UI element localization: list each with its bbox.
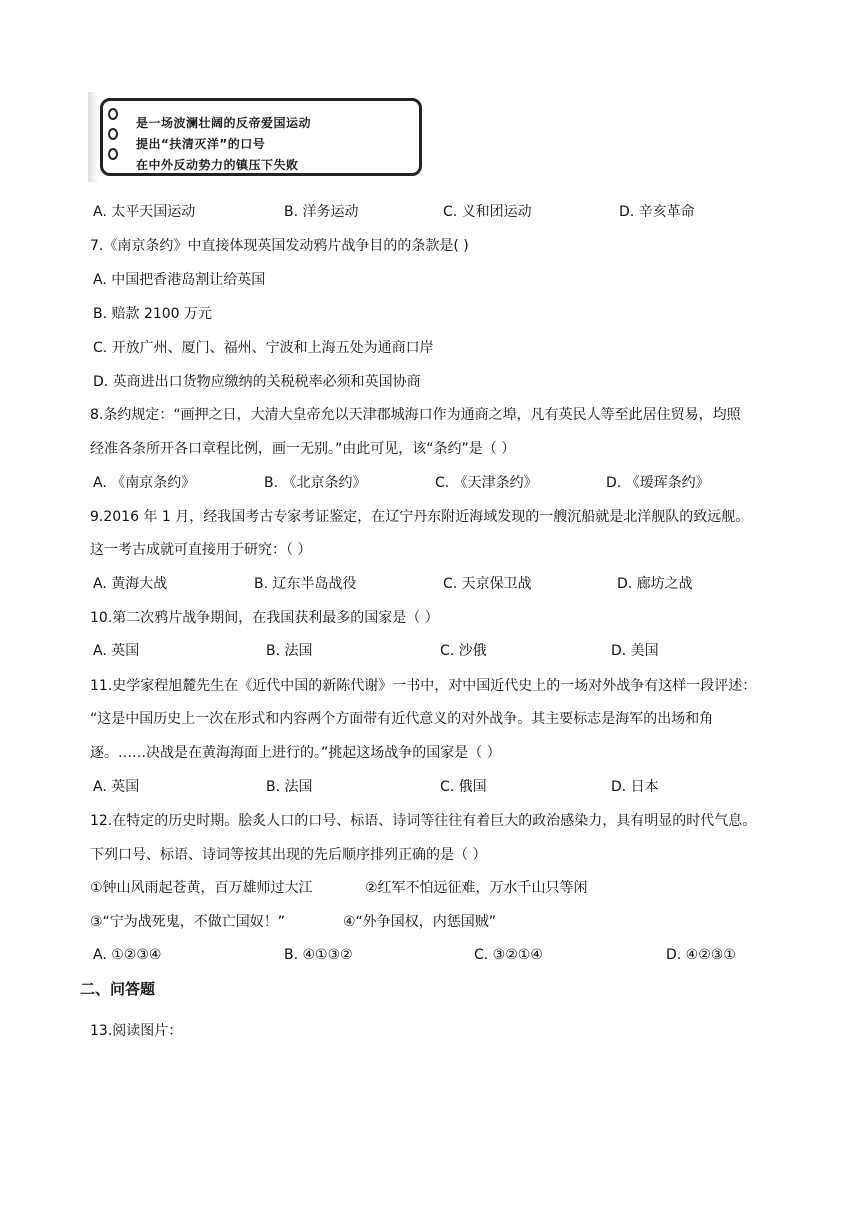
q8-option-b[interactable]: B. 《北京条约》	[264, 475, 367, 491]
q10-option-a[interactable]: A. 英国	[93, 643, 140, 659]
q13-stem: 13.阅读图片：	[90, 1023, 183, 1039]
q12-item-1: ①钟山风雨起苍黄，百万雄师过大江	[90, 880, 313, 896]
q11-option-c[interactable]: C. 俄国	[440, 779, 487, 795]
question-6-image	[88, 92, 428, 182]
q10-option-d[interactable]: D. 美国	[611, 643, 659, 659]
q9-option-a[interactable]: A. 黄海大战	[93, 576, 168, 592]
q8-option-c[interactable]: C. 《天津条约》	[435, 475, 538, 491]
q8-stem-line-2: 经准各条所开各口章程比例，画一无别。”由此可见，该“条约”是（ ）	[90, 441, 516, 457]
scan-edge-shadow	[88, 92, 98, 182]
q9-stem-line-1: 9.2016 年 1 月，经我国考古专家考证鉴定，在辽宁丹东附近海域发现的一艘沉船就是北洋舰队的致远舰。	[90, 509, 750, 525]
q7-option-a[interactable]: A. 中国把香港岛割让给英国	[93, 272, 266, 288]
q11-option-b[interactable]: B. 法国	[266, 779, 313, 795]
q9-stem-line-2: 这一考古成就可直接用于研究：（ ）	[90, 542, 312, 558]
q11-stem-line-3: 逐。……决战是在黄海海面上进行的。”挑起这场战争的国家是（ ）	[90, 745, 501, 761]
q7-option-b[interactable]: B. 赔款 2100 万元	[93, 306, 213, 322]
binder-hole	[108, 148, 118, 160]
section-title: 二、问答题	[80, 980, 156, 998]
notebook-holes	[108, 108, 118, 168]
q12-option-b[interactable]: B. ④①③②	[284, 947, 353, 963]
q11-stem-line-2: “这是中国历史上一次在形式和内容两个方面带有近代意义的对外战争。其主要标志是海军的出场和角	[90, 711, 714, 727]
q12-option-c[interactable]: C. ③②①④	[474, 947, 543, 963]
q8-option-a[interactable]: A. 《南京条约》	[93, 475, 196, 491]
q11-option-d[interactable]: D. 日本	[611, 779, 659, 795]
q6-option-b[interactable]: B. 洋务运动	[284, 204, 359, 220]
q6-option-a[interactable]: A. 太平天国运动	[93, 204, 196, 220]
q8-stem-line-1: 8.条约规定：“画押之日，大清大皇帝允以天津郡城海口作为通商之埠，凡有英民人等至此居住贸易，均照	[90, 407, 741, 423]
binder-hole	[108, 108, 118, 120]
q11-option-a[interactable]: A. 英国	[93, 779, 140, 795]
q7-option-c[interactable]: C. 开放广州、厦门、福州、宁波和上海五处为通商口岸	[93, 340, 434, 356]
scan-line-2: 提出“扶清灭洋”的口号	[136, 137, 266, 151]
scan-line-1: 是一场波澜壮阔的反帝爱国运动	[136, 116, 312, 130]
q7-option-d[interactable]: D. 英商进出口货物应缴纳的关税税率必须和英国协商	[93, 374, 421, 390]
scan-line-3: 在中外反动势力的镇压下失败	[136, 158, 299, 172]
q10-stem: 10.第二次鸦片战争期间，在我国获利最多的国家是（ ）	[90, 610, 439, 626]
q12-item-4: ④“外争国权，内惩国贼”	[343, 914, 497, 930]
q12-option-a[interactable]: A. ①②③④	[93, 947, 162, 963]
q12-stem-line-1: 12.在特定的历史时期。脍炙人口的口号、标语、诗词等往往有着巨大的政治感染力，具有明显的时代气息。	[90, 813, 757, 829]
q10-option-c[interactable]: C. 沙俄	[440, 643, 487, 659]
binder-hole	[108, 128, 118, 140]
q12-item-3: ③“宁为战死鬼，不做亡国奴！”	[90, 914, 286, 930]
q7-stem: 7.《南京条约》中直接体现英国发动鸦片战争目的的条款是( )	[90, 238, 469, 254]
q11-stem-line-1: 11.史学家程旭麓先生在《近代中国的新陈代谢》一书中，对中国近代史上的一场对外战争有这样一段评述：	[90, 678, 757, 694]
q9-option-c[interactable]: C. 天京保卫战	[443, 576, 532, 592]
q6-option-d[interactable]: D. 辛亥革命	[619, 204, 695, 220]
q10-option-b[interactable]: B. 法国	[266, 643, 313, 659]
q12-stem-line-2: 下列口号、标语、诗词等按其出现的先后顺序排列正确的是（ ）	[90, 847, 487, 863]
q9-option-b[interactable]: B. 辽东半岛战役	[254, 576, 357, 592]
q6-option-c[interactable]: C. 义和团运动	[443, 204, 532, 220]
q9-option-d[interactable]: D. 廊坊之战	[617, 576, 693, 592]
q12-item-2: ②红军不怕远征难，万水千山只等闲	[365, 880, 588, 896]
q12-option-d[interactable]: D. ④②③①	[666, 947, 736, 963]
q8-option-d[interactable]: D. 《瑷珲条约》	[606, 475, 710, 491]
